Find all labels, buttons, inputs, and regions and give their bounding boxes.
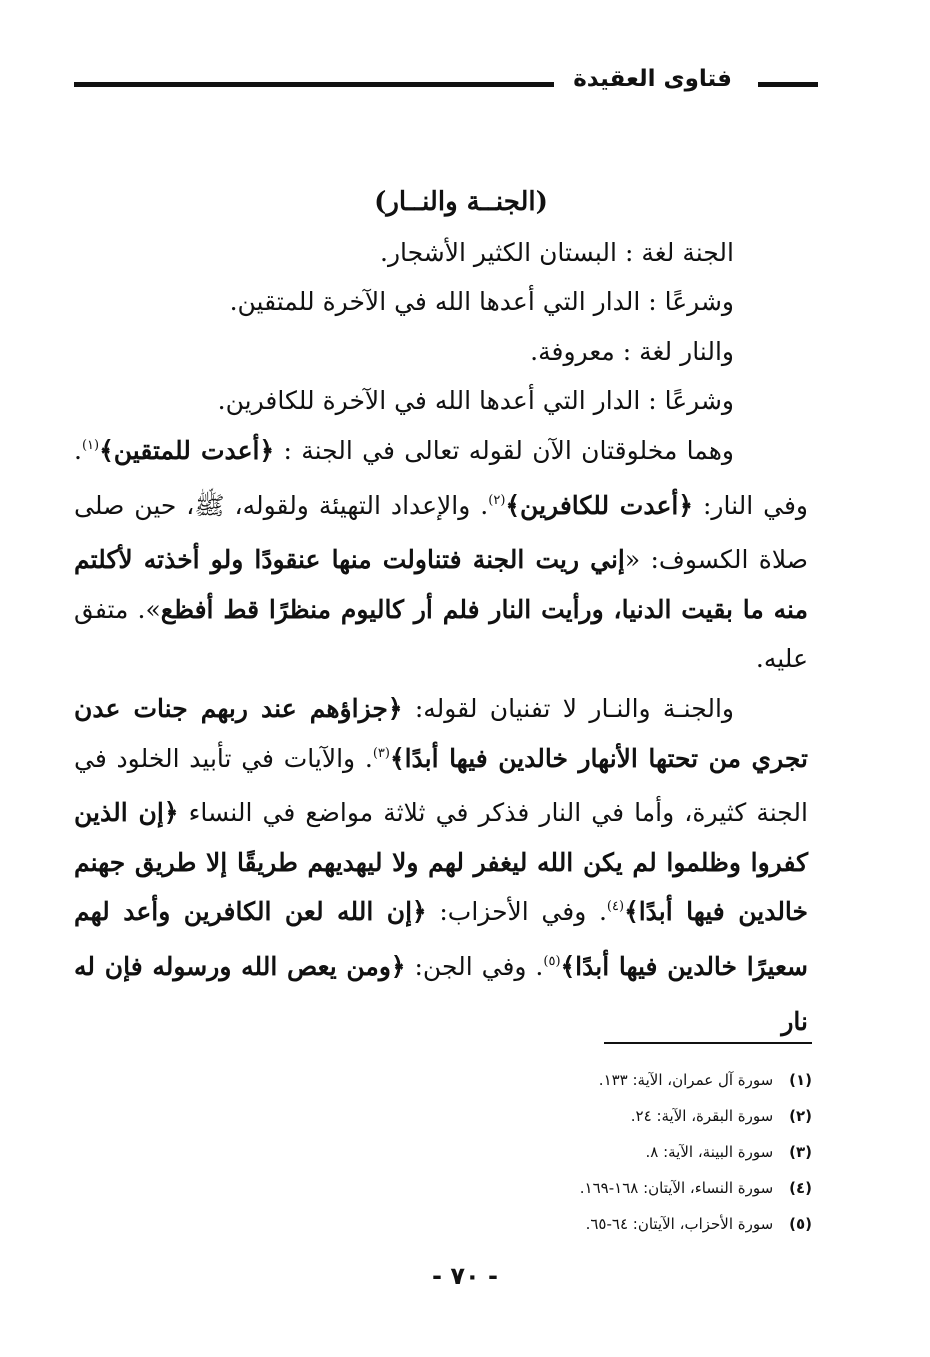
section-title: (الجنــة والنــار) [374,187,548,217]
para1-text-4: ». متفق عليه. [74,594,808,674]
para1-text-1: وهما مخلوقتان الآن لقوله تعالى في الجنة : [274,435,734,465]
header-rule-right [758,82,818,87]
quran-quote-4: ﴿إن الذين كفروا وظلموا لم يكن الله ليغفر لهم ولا ليهديهم طريقًا إلا طريق جهنم خالدين فيها أبدًا﴾ [74,798,809,927]
footnote-5 [300,1206,812,1242]
footnote-number: (٤) [789,1179,812,1197]
paragraph-created-now [74,426,808,684]
footnote-ref-4: (٤) [606,899,625,915]
footnote-ref-2: (٢) [488,492,506,508]
footnote-ref-1: (١) [81,437,100,453]
quran-quote-2: ﴿أعدت للكافرين﴾ [505,490,693,520]
footnote-1 [300,1062,812,1098]
footnote-text: سورة البينة، الآية: ٨. [645,1143,774,1161]
footnote-4 [300,1170,812,1206]
paragraph-eternity [74,684,808,1046]
definition-jannah-language: الجنة لغة : البستان الكثير الأشجار. [380,237,734,267]
quran-quote-1: ﴿أعدت للمتقين﴾ [99,435,275,465]
footnote-ref-3: (٣) [372,745,390,761]
definition-nar-language: والنار لغة : معروفة. [530,336,734,366]
footnote-number: (٣) [789,1143,812,1161]
hadith-quote: إني ريت الجنة فتناولت منها عنقودًا ولو أخذته لأكلتم منه ما بقيت الدنيا، ورأيت النار فلم أر كاليوم منظرًا قط أفظع [74,545,808,624]
main-text [74,178,808,1046]
footnote-separator [604,1042,812,1044]
para2-text-2: . والآيات في تأبيد الخلود في الجنة كثيرة، وأما في النار فذكر في ثلاثة مواضع في النساء [74,743,808,828]
footnote-number: (٢) [789,1107,812,1125]
definition-nar-sharia: وشرعًا : الدار التي أعدها الله في الآخرة للكافرين. [217,386,734,416]
footnote-ref-5: (٥) [543,953,561,969]
footnote-text: سورة البقرة، الآية: ٢٤. [630,1107,774,1125]
para2-text-1: والجنـة والنـار لا تفنيان لقوله: [402,693,734,723]
quran-quote-5: ﴿إن الله لعن الكافرين وأعد لهم سعيرًا خالدين فيها أبدًا﴾ [74,897,809,981]
footnotes [300,1062,812,1242]
quran-quote-6: ﴿ومن يعص الله ورسوله فإن له نار [74,951,808,1036]
footnote-text: سورة آل عمران، الآية: ١٣٣. [598,1071,774,1089]
para2-text-3: . وفي الأحزاب: [426,897,607,927]
para2-text-4: . وفي الجن: [405,951,544,981]
footnote-number: (١) [789,1071,812,1089]
header-title: فتاوى العقيدة [573,66,732,92]
footnote-3 [300,1134,812,1170]
footnote-text: سورة الأحزاب، الآيتان: ٦٤-٦٥. [585,1215,774,1233]
quran-quote-3: ﴿جزاؤهم عند ربهم جنات عدن تجري من تحتها الأنهار خالدين فيها أبدًا﴾ [74,693,808,773]
para1-text-2: . وفي النار: [74,435,808,520]
footnote-2 [300,1098,812,1134]
para1-text-3: . والإعداد التهيئة ولقوله، ﷺ، حين صلى صلاة الكسوف: « [74,490,809,575]
footnote-number: (٥) [789,1215,812,1233]
header-rule-left [74,82,554,87]
footnote-text: سورة النساء، الآيتان: ١٦٨-١٦٩. [579,1179,774,1197]
definition-jannah-sharia: وشرعًا : الدار التي أعدها الله في الآخرة للمتقين. [229,287,734,317]
page-number: - ٧٠ - [432,1262,498,1290]
running-header [74,62,818,102]
